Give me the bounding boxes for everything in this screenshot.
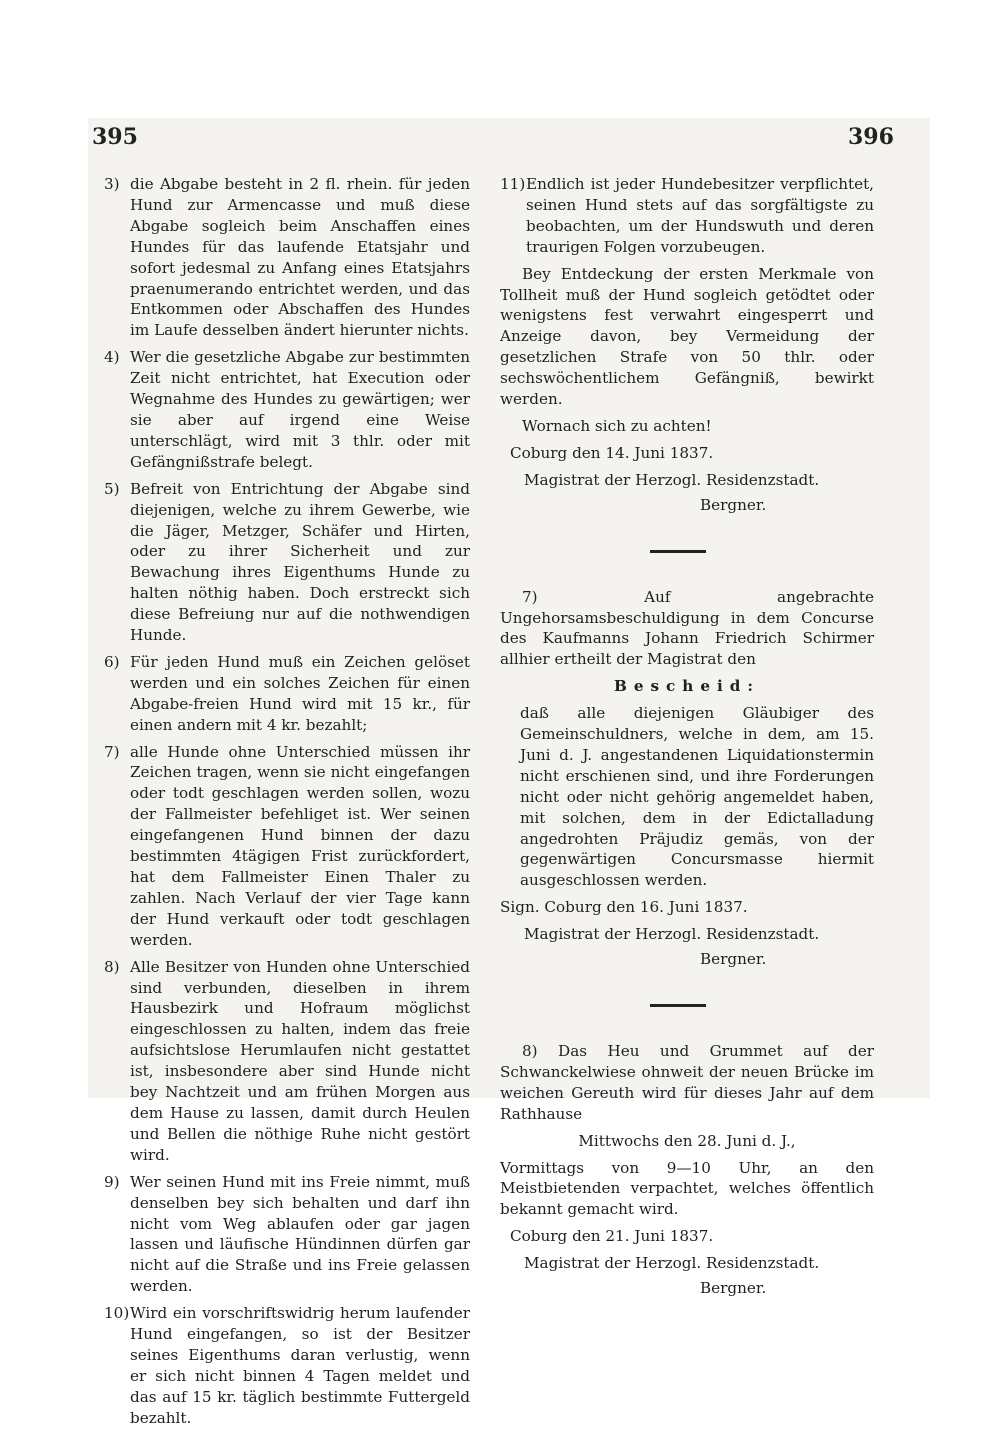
ordinance-item-7 xyxy=(104,742,470,951)
item-text: Wer seinen Hund mit ins Freie nimmt, muß denselben bey sich behalten und darf ihn nicht vom Weg ablaufen oder gar jagen lassen und läufische Hündinnen dürfen gar nicht auf die Straße und ins Freie gelassen werden. xyxy=(130,1172,470,1296)
ordinance-item-8 xyxy=(104,957,470,1166)
notice-8-heading: 8) Das Heu und Grummet auf der Schwanckelwiese ohnweit der neuen Brücke im weichen Gereuth wird für dieses Jahr auf dem Rathhause xyxy=(500,1042,874,1123)
signature-date-2: Sign. Coburg den 16. Juni 1837. xyxy=(500,898,748,917)
item-number: 9) xyxy=(104,1172,120,1191)
page-number-right: 396 xyxy=(848,124,894,150)
section-divider xyxy=(650,1004,706,1007)
signature-name-1: Bergner. xyxy=(700,495,767,514)
ordinance-item-6 xyxy=(104,652,470,736)
item-text: Befreit von Entrichtung der Abgabe sind diejenigen, welche zu ihrem Gewerbe, wie die Jäger, Metzger, Schäfer und Hirten, oder zu ihrer Sicherheit und zur Bewachung ihres Eigenthums Hunde zu halten nöthig haben. Doch erstreckt sich diese Befreiung nur auf die nothwendigen Hunde. xyxy=(130,479,470,645)
item-number: 8) xyxy=(104,957,120,976)
page-number-left: 395 xyxy=(92,124,138,150)
notice-7-bescheid: Bescheid: xyxy=(614,677,760,696)
item-number: 10) xyxy=(104,1304,130,1323)
ordinance-item-9 xyxy=(104,1172,470,1297)
signature-office-2: Magistrat der Herzogl. Residenzstadt. xyxy=(524,925,820,944)
item-text: Für jeden Hund muß ein Zeichen gelöset werden und ein solches Zeichen für einen Abgabe-freien Hund wird mit 15 kr., für einen andern mit 4 kr. bezahlt; xyxy=(130,652,470,734)
item-text: Alle Besitzer von Hunden ohne Unterschied sind verbunden, dieselben in ihrem Hausbezirk und Hofraum möglichst eingeschlossen zu halten, indem das freie aufsichtslose Herumlaufen nicht gestattet ist, insbesondere aber sind Hunde nicht bey Nachtzeit und am frühen Morgen aus dem Hause zu lassen, damit durch Heulen und Bellen die nöthige Ruhe nicht gestört wird. xyxy=(130,957,470,1164)
notice-8-body: Vormittags von 9—10 Uhr, an den Meistbietenden verpachtet, welches öffentlich bekannt gemacht wird. xyxy=(500,1158,874,1219)
item-text: alle Hunde ohne Unterschied müssen ihr Zeichen tragen, wenn sie nicht eingefangen oder todt geschlagen werden sollen, wozu der Fallmeister befehliget ist. Wer seinen eingefangenen Hund binnen der dazu bestimmten 4tägigen Frist zurückfordert, hat dem Fallmeister Einen Thaler zu zahlen. Nach Verlauf der vier Tage kann der Hund verkauft oder todt geschlagen werden. xyxy=(130,742,470,949)
ordinance-item-10 xyxy=(104,1303,470,1428)
item-number: 5) xyxy=(104,479,120,498)
item-number: 6) xyxy=(104,652,120,671)
item-number: 11) xyxy=(500,175,526,193)
notice-8-date: Mittwochs den 28. Juni d. J., xyxy=(578,1131,796,1150)
ordinance-item-11 xyxy=(500,174,874,258)
item-text: Endlich ist jeder Hundebesitzer verpflichtet, seinen Hund stets auf das sorgfältigste zu beobachten, um der Hundswuth und deren traurigen Folgen vorzubeugen. xyxy=(526,175,874,256)
left-column xyxy=(104,174,470,1435)
item-number: 7) xyxy=(104,742,120,761)
signature-name-3: Bergner. xyxy=(700,1279,767,1298)
item-text: Wer die gesetzliche Abgabe zur bestimmten Zeit nicht entrichtet, hat Execution oder Wegnahme des Hundes zu gewärtigen; wer sie aber auf irgend eine Weise unterschlägt, wird mit 3 thlr. oder mit Gefängnißstrafe belegt. xyxy=(130,348,470,471)
signature-office-1: Magistrat der Herzogl. Residenzstadt. xyxy=(524,470,820,489)
section-divider xyxy=(650,550,706,553)
item-text: Wird ein vorschriftswidrig herum laufender Hund eingefangen, so ist der Besitzer seines Eigenthums daran verlustig, wenn er sich nicht binnen 4 Tagen meldet und das auf 15 kr. täglich bestimmte Futtergeld bezahlt. xyxy=(130,1304,470,1427)
ordinance-item-3 xyxy=(104,174,470,341)
signature-date-3: Coburg den 21. Juni 1837. xyxy=(510,1227,714,1246)
item-number: 3) xyxy=(104,175,120,193)
ordinance-item-4 xyxy=(104,347,470,472)
notice-7-body: daß alle diejenigen Gläubiger des Gemeinschuldners, welche in dem, am 15. Juni d. J. angestandenen Liquidationstermin nicht erschienen sind, und ihre Forderungen nicht oder nicht gehörig angemeldet haben, mit solchen, dem in der Edictalladung angedrohten Präjudiz gemäs, von der gegenwärtigen Concursmasse hiermit ausgeschlossen werden. xyxy=(520,704,874,890)
signature-office-3: Magistrat der Herzogl. Residenzstadt. xyxy=(524,1254,820,1273)
ordinance-item-5 xyxy=(104,479,470,646)
signature-name-2: Bergner. xyxy=(700,950,767,969)
item-11-continuation: Bey Entdeckung der ersten Merkmale von Tollheit muß der Hund sogleich getödtet oder wenigstens fest verwahrt eingesperrt und Anzeige davon, bey Vermeidung der gesetzlichen Strafe von 50 thlr. oder sechswöchentlichem Gefängniß, bewirkt werden. xyxy=(500,264,874,409)
notice-7-heading: 7) Auf angebrachte Ungehorsamsbeschuldigung in dem Concurse des Kaufmanns Johann Friedrich Schirmer allhier ertheilt der Magistrat den xyxy=(500,587,874,669)
item-text: die Abgabe besteht in 2 fl. rhein. für jeden Hund zur Armencasse und muß diese Abgabe sogleich beim Anschaffen eines Hundes für das laufende Etatsjahr und sofort jedesmal zu Anfang eines Etatsjahrs praenumerando entrichtet werden, und das Entkommen oder Abschaffen des Hundes im Laufe desselben ändert hierunter nichts. xyxy=(130,175,470,340)
closing-line: Wornach sich zu achten! xyxy=(522,416,712,435)
item-number: 4) xyxy=(104,348,120,367)
signature-date-1: Coburg den 14. Juni 1837. xyxy=(510,443,714,462)
right-column xyxy=(500,174,874,1299)
